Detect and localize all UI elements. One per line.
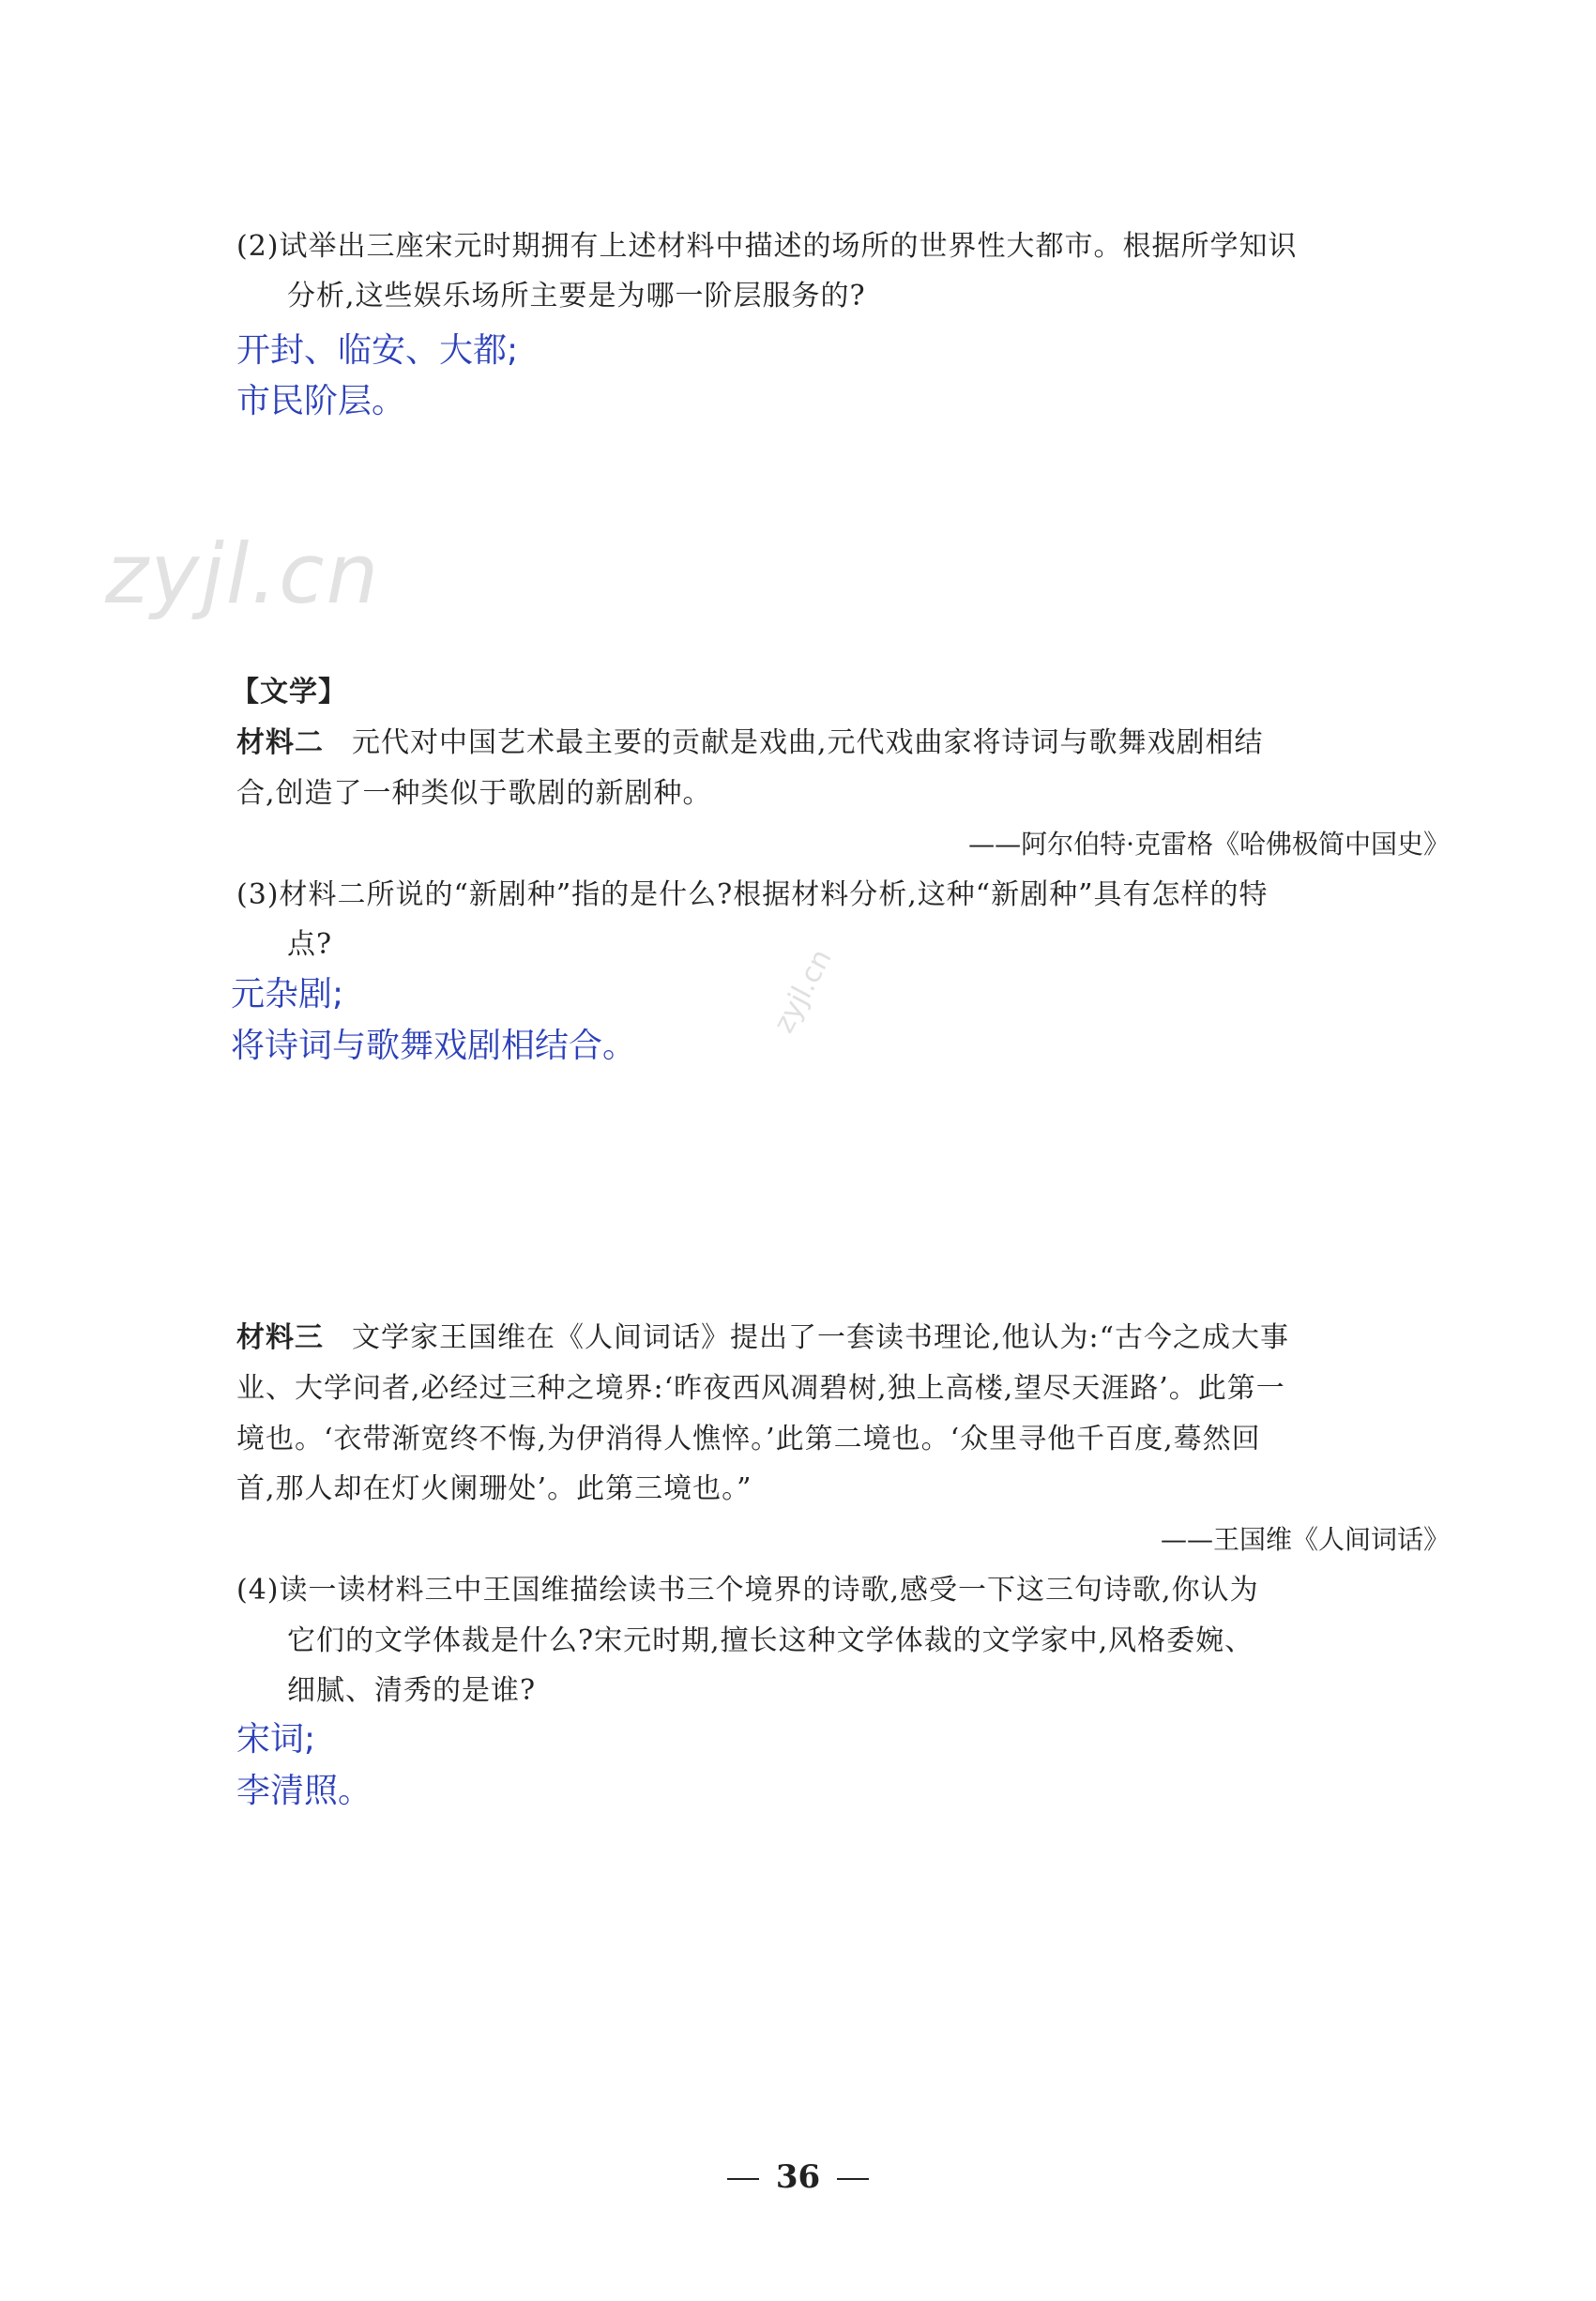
question-4-line-2: 它们的文学体裁是什么?宋元时期,擅长这种文学体裁的文学家中,风格委婉、 (287, 1624, 1254, 1657)
answer-3-line-1: 元杂剧; (231, 975, 344, 1013)
answer-4-line-1: 宋词; (236, 1720, 316, 1759)
material-3-text-1: 文学家王国维在《人间词话》提出了一套读书理论,他认为:“古今之成大事 (352, 1321, 1289, 1354)
question-2-line-2: 分析,这些娱乐场所主要是为哪一阶层服务的? (287, 280, 866, 312)
answer-2-line-1: 开封、临安、大都; (236, 331, 519, 370)
material-3-source: ——王国维《人间词话》 (1160, 1524, 1450, 1555)
material-2-text-1: 元代对中国艺术最主要的贡献是戏曲,元代戏曲家将诗词与歌舞戏剧相结 (352, 726, 1264, 759)
material-2-line-1 (236, 724, 1264, 762)
section-heading-literature: 【文学】 (231, 676, 347, 709)
question-4-line-3: 细腻、清秀的是谁? (287, 1674, 537, 1707)
question-3-line-2: 点? (287, 928, 333, 961)
page-number-dash-left (727, 2178, 759, 2180)
watermark-large: zyjl.cn (105, 526, 381, 622)
watermark-small: zyjl.cn (768, 943, 839, 1039)
material-3-line-1 (236, 1319, 1289, 1357)
question-4-line-1: (4)读一读材料三中王国维描绘读书三个境界的诗歌,感受一下这三句诗歌,你认为 (236, 1574, 1259, 1607)
answer-2-line-2: 市民阶层。 (236, 382, 406, 420)
question-3-line-1: (3)材料二所说的“新剧种”指的是什么?根据材料分析,这种“新剧种”具有怎样的特 (236, 878, 1269, 911)
material-3-line-2: 业、大学问者,必经过三种之境界:‘昨夜西风凋碧树,独上高楼,望尽天涯路’。此第一 (236, 1372, 1285, 1405)
page-number (0, 2158, 1596, 2196)
material-3-line-3: 境也。‘衣带渐宽终不悔,为伊消得人憔悴。’此第二境也。‘众里寻他千百度,蓦然回 (236, 1423, 1261, 1455)
page-number-dash-right (837, 2178, 869, 2180)
material-2-source: ——阿尔伯特·克雷格《哈佛极简中国史》 (968, 829, 1450, 860)
page-number-value: 36 (775, 2158, 821, 2196)
material-3-label: 材料三 (236, 1321, 324, 1354)
question-2-line-1: (2)试举出三座宋元时期拥有上述材料中描述的场所的世界性大都市。根据所学知识 (236, 230, 1298, 263)
material-2-label: 材料二 (236, 726, 324, 759)
answer-3-line-2: 将诗词与歌舞戏剧相结合。 (231, 1027, 637, 1065)
material-3-line-4: 首,那人却在灯火阑珊处’。此第三境也。” (236, 1472, 752, 1505)
material-2-line-2: 合,创造了一种类似于歌剧的新剧种。 (236, 777, 712, 810)
answer-4-line-2: 李清照。 (236, 1772, 372, 1810)
